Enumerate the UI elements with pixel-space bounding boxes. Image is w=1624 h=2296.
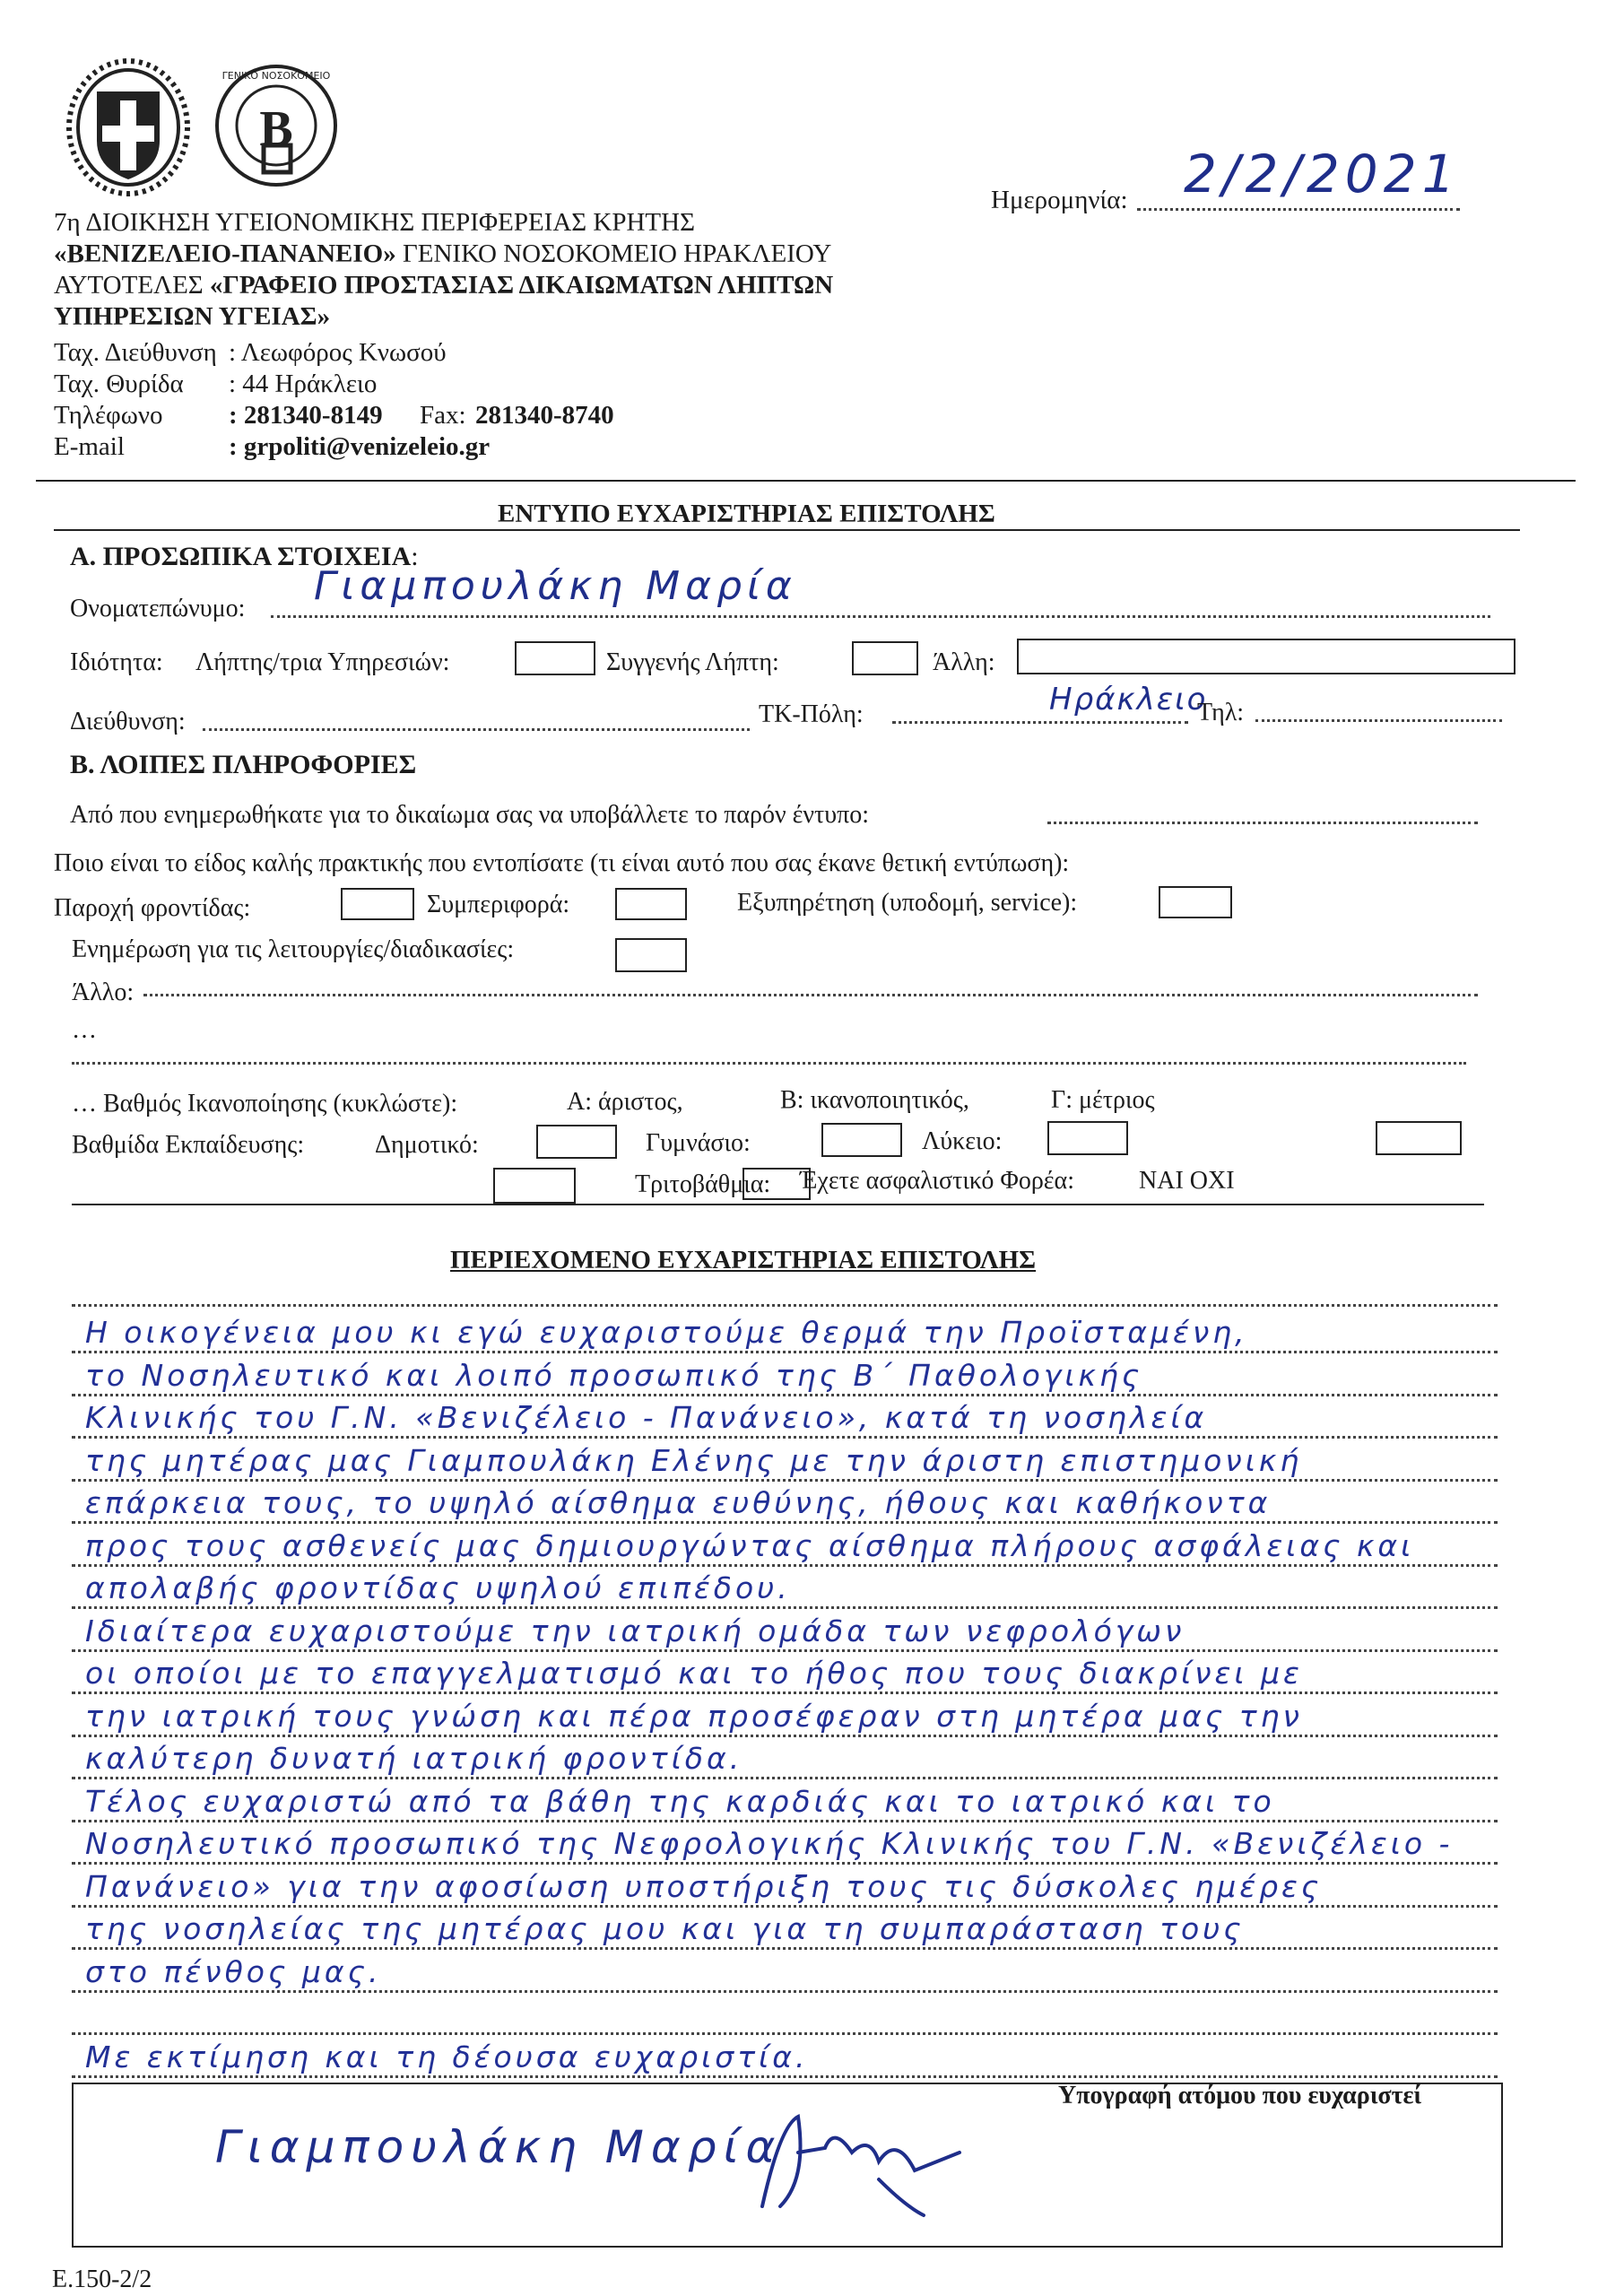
letter-line: οι οποίοι με το επαγγελματισμό και το ήθος που τους διακρίνει με: [85, 1656, 1303, 1691]
edu-gymnasium-label: Γυμνάσιο:: [646, 1129, 751, 1157]
care-label: Παροχή φροντίδας:: [54, 894, 251, 922]
city-field[interactable]: Ηράκλειο: [1049, 682, 1208, 718]
letter-dotline: [72, 1905, 1498, 1908]
hospital-line: [54, 238, 831, 270]
form-title: ΕΝΤΥΠΟ ΕΥΧΑΡΙΣΤΗΡΙΑΣ ΕΠΙΣΤΟΛΗΣ: [498, 500, 995, 528]
satisfaction-row: [72, 1089, 457, 1119]
edu-lyceum-checkbox[interactable]: [1047, 1121, 1128, 1155]
info-checkbox[interactable]: [615, 938, 687, 972]
informed-dotline[interactable]: [1047, 822, 1478, 824]
email-value: : grpoliti@venizeleio.gr: [229, 432, 491, 461]
practice-question: Ποιο είναι το είδος καλής πρακτικής που εντοπίσατε (τι είναι αυτό που σας έκανε θετική εντύπωση):: [54, 849, 1070, 877]
hospital-type: ΓΕΝΙΚΟ ΝΟΣΟΚΟΜΕΙΟ ΗΡΑΚΛΕΙΟΥ: [395, 239, 832, 268]
letter-dotline: [72, 1862, 1498, 1865]
letter-line: Πανάνειο» για την αφοσίωση υποστήριξη τους τις δύσκολες ημέρες: [85, 1868, 1323, 1904]
address-dotline[interactable]: [203, 728, 750, 731]
letter-line: καλύτερη δυνατή ιατρική φροντίδα.: [85, 1741, 743, 1776]
edu-tertiary-checkbox[interactable]: [1376, 1121, 1462, 1155]
letter-dotline: [72, 1394, 1498, 1396]
letter-dotline: [72, 2032, 1498, 2035]
behavior-checkbox[interactable]: [615, 888, 687, 920]
role-label: Ιδιότητα:: [70, 648, 163, 676]
letter-dotline: [72, 1564, 1498, 1567]
edu-tertiary-label: Τριτοβάθμια:: [635, 1170, 771, 1198]
region-line: 7η ΔΙΟΙΚΗΣΗ ΥΓΕΙΟΝΟΜΙΚΗΣ ΠΕΡΙΦΕΡΕΙΑΣ ΚΡΗΤΗΣ: [54, 208, 695, 237]
letter-line: προς τους ασθενείς μας δημιουργώντας αίσθημα πλήρους ασφάλειας και: [85, 1527, 1415, 1563]
role-recipient-checkbox[interactable]: [515, 641, 595, 675]
letter-dotline: [72, 1479, 1498, 1482]
edu-lyceum-label: Λύκειο:: [922, 1127, 1003, 1155]
other-dotline-2[interactable]: [72, 1062, 1466, 1065]
ellipsis-2: …: [72, 1090, 97, 1118]
letter-line: Ιδιαίτερα ευχαριστούμε την ιατρική ομάδα των νεφρολόγων: [85, 1613, 1185, 1648]
svg-text:ΓΕΝΙΚΟ ΝΟΣΟΚΟΜΕΙΟ: ΓΕΝΙΚΟ ΝΟΣΟΚΟΜΕΙΟ: [221, 70, 331, 82]
edu-primary-checkbox[interactable]: [536, 1125, 617, 1159]
role-relative-label: Συγγενής Λήπτη:: [606, 648, 779, 676]
date-label: Ημερομηνία:: [991, 186, 1128, 214]
signature-scribble-icon: [744, 2099, 977, 2224]
role-relative-checkbox[interactable]: [852, 641, 918, 675]
content-title: ΠΕΡΙΕΧΟΜΕΝΟ ΕΥΧΑΡΙΣΤΗΡΙΑΣ ΕΠΙΣΤΟΛΗΣ: [450, 1246, 1037, 1274]
letter-dotline: [72, 1521, 1498, 1524]
section-b-heading: Β. ΛΟΙΠΕΣ ΠΛΗΡΟΦΟΡΙΕΣ: [70, 750, 417, 779]
letter-dotline: [72, 1436, 1498, 1439]
letter-line: το Νοσηλευτικό και λοιπό προσωπικό της Β΄ Παθολογικής: [85, 1357, 1143, 1393]
other-dotline-1[interactable]: [143, 994, 1478, 996]
satisfaction-label: Βαθμός Ικανοποίησης (κυκλώστε):: [103, 1090, 458, 1118]
letter-dotline: [72, 2075, 1498, 2078]
letter-line: στο πένθος μας.: [85, 1953, 382, 1989]
section-b-rule: [72, 1204, 1484, 1205]
letter-line: Η οικογένεια μου κι εγώ ευχαριστούμε θερμά την Προϊσταμένη,: [85, 1315, 1248, 1350]
insurance-checkbox[interactable]: [493, 1168, 576, 1204]
service-checkbox[interactable]: [1159, 886, 1232, 918]
ellipsis-1: …: [72, 1016, 97, 1044]
letter-line: της νοσηλείας της μητέρας μου και για τη συμπαράσταση τους: [85, 1911, 1245, 1946]
phone-field-label: Τηλ:: [1197, 699, 1245, 726]
name-label: Ονοματεπώνυμο:: [70, 595, 246, 622]
phone-dotline[interactable]: [1255, 719, 1502, 722]
name-dotline: [271, 615, 1490, 618]
signature-name: Γιαμπουλάκη Μαρία: [215, 2121, 783, 2173]
phone-label: Τηλέφωνο: [54, 401, 163, 430]
city-dotline: [892, 721, 1188, 724]
date-value[interactable]: 2/2/2021: [1184, 144, 1461, 204]
letter-line: της μητέρας μας Γιαμπουλάκη Ελένης με την άριστη επιστημονική: [85, 1442, 1303, 1478]
office-line-2: ΥΠΗΡΕΣΙΩΝ ΥΓΕΙΑΣ»: [54, 302, 331, 331]
satisfaction-option-c[interactable]: Γ: μέτριος: [1051, 1086, 1155, 1114]
letter-line: απολαβής φροντίδας υψηλού επιπέδου.: [85, 1570, 791, 1605]
hospital-logo-icon: [213, 59, 339, 192]
letter-dotline: [72, 1351, 1498, 1353]
service-label: Εξυπηρέτηση (υποδομή, service):: [737, 889, 1078, 917]
role-recipient-label: Λήπτης/τρια Υπηρεσιών:: [195, 648, 450, 676]
role-other-label: Άλλη:: [933, 648, 995, 676]
satisfaction-option-b[interactable]: Β: ικανοποιητικός,: [780, 1086, 969, 1114]
edu-gymnasium-checkbox[interactable]: [821, 1123, 902, 1157]
letter-dotline: [72, 1692, 1498, 1694]
email-label: E-mail: [54, 432, 125, 461]
letter-dotline: [72, 1777, 1498, 1779]
letter-line: επάρκεια τους, το υψηλό αίσθημα ευθύνης, ήθους και καθήκοντα: [85, 1485, 1272, 1520]
fax-label: Fax:: [420, 401, 466, 430]
section-a-heading: Α. ΠΡΟΣΩΠΙΚΑ ΣΤΟΙΧΕΙΑ:: [70, 542, 419, 571]
address-label: Ταχ. Διεύθυνση: [54, 338, 217, 367]
hospital-name: «ΒΕΝΙΖΕΛΕΙΟ-ΠΑΝΑΝΕΙΟ»: [54, 239, 396, 268]
informed-question: Από που ενημερωθήκατε για το δικαίωμα σας να υποβάλλετε το παρόν έντυπο:: [70, 801, 870, 829]
city-label: ΤΚ-Πόλη:: [759, 700, 864, 728]
education-label: Βαθμίδα Εκπαίδευσης:: [72, 1131, 305, 1159]
letter-dotline: [72, 1735, 1498, 1737]
date-dotline: [1137, 208, 1460, 211]
greek-emblem-icon: [61, 56, 195, 199]
letter-line: Κλινικής του Γ.Ν. «Βενιζέλειο - Πανάνειο», κατά τη νοσηλεία: [85, 1400, 1208, 1435]
satisfaction-option-a[interactable]: Α: άριστος,: [567, 1088, 683, 1116]
office-name: «ΓΡΑΦΕΙΟ ΠΡΟΣΤΑΣΙΑΣ ΔΙΚΑΙΩΜΑΤΩΝ ΛΗΠΤΩΝ: [209, 271, 834, 300]
letter-dotline: [72, 1820, 1498, 1822]
role-other-field[interactable]: [1017, 639, 1515, 674]
signature-label: Υπογραφή ατόμου που ευχαριστεί: [1058, 2082, 1422, 2109]
office-line-1: [54, 269, 833, 301]
insurance-options[interactable]: ΝΑΙ ΟΧΙ: [1139, 1167, 1235, 1195]
other-label: Άλλο:: [72, 978, 135, 1006]
svg-text:B: B: [259, 101, 293, 157]
info-label: Ενημέρωση για τις λειτουργίες/διαδικασίες:: [72, 935, 515, 963]
address-field-label: Διεύθυνση:: [70, 708, 186, 735]
fax-value: 281340-8740: [475, 401, 614, 430]
letter-line: Νοσηλευτικό προσωπικό της Νεφρολογικής Κλινικής του Γ.Ν. «Βενιζέλειο -: [85, 1826, 1454, 1861]
address-value: : Λεωφόρος Κνωσού: [229, 338, 447, 367]
letter-dotline-0: [72, 1304, 1498, 1307]
office-prefix: ΑΥΤΟΤΕΛΕΣ: [54, 271, 210, 300]
letter-dotline: [72, 1990, 1498, 1993]
form-code: Ε.150-2/2: [52, 2266, 152, 2293]
title-rule: [54, 529, 1520, 531]
letter-line: Τέλος ευχαριστώ από τα βάθη της καρδιάς και το ιατρικό και το: [85, 1783, 1275, 1819]
letter-dotline: [72, 1649, 1498, 1652]
insurance-label: Έχετε ασφαλιστικό Φορέα:: [800, 1167, 1075, 1195]
header-rule: [36, 480, 1576, 482]
postcode-value: : 44 Ηράκλειο: [229, 370, 378, 398]
behavior-label: Συμπεριφορά:: [427, 891, 570, 918]
care-checkbox[interactable]: [341, 888, 414, 920]
postcode-label: Ταχ. Θυρίδα: [54, 370, 184, 398]
letter-dotline: [72, 1606, 1498, 1609]
phone-value: : 281340-8149: [229, 401, 383, 430]
name-field[interactable]: Γιαμπουλάκη Μαρία: [314, 563, 797, 609]
letter-line: Με εκτίμηση και τη δέουσα ευχαριστία.: [85, 2039, 809, 2074]
edu-primary-label: Δημοτικό:: [375, 1131, 479, 1159]
letter-line: την ιατρική τους γνώση και πέρα προσέφεραν στη μητέρα μας την: [85, 1698, 1303, 1734]
letter-dotline: [72, 1947, 1498, 1950]
